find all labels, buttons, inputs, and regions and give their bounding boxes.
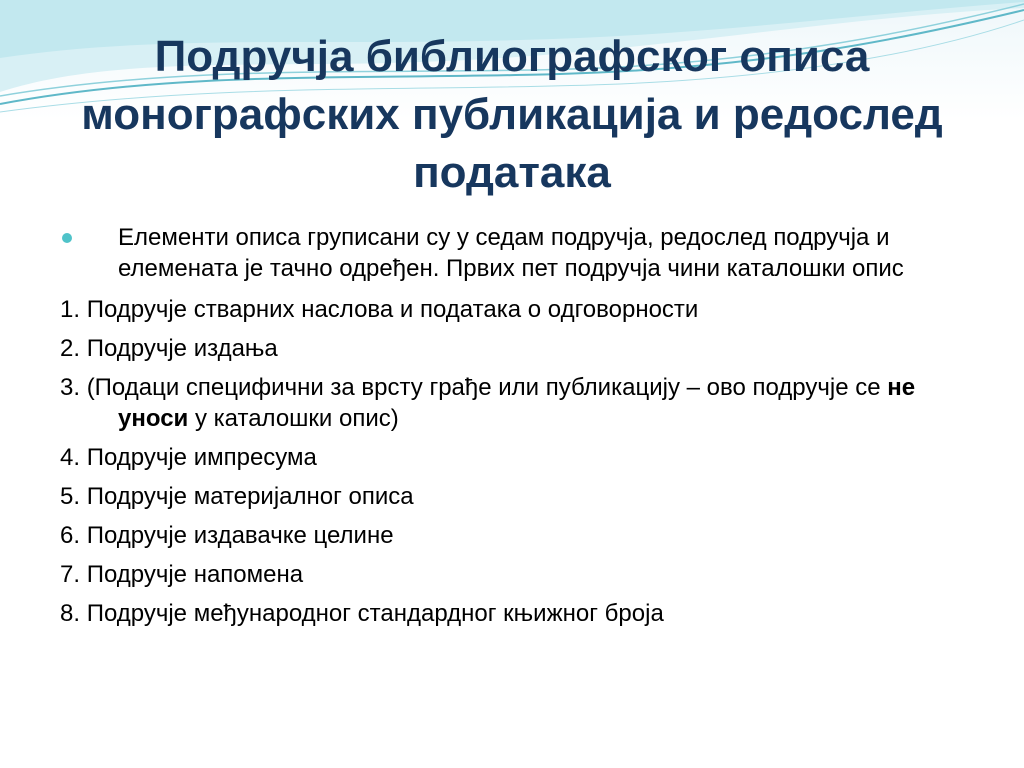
list-item-text: Подручје напомена: [86, 561, 304, 588]
list-item-text: Подручје материјалног описа: [86, 483, 414, 510]
list-item: [60, 559, 960, 590]
list-item: [60, 294, 960, 325]
list-item-number: 4.: [60, 444, 87, 471]
list-item-number: 7.: [60, 561, 87, 588]
list-item: [60, 333, 960, 364]
list-item-number: 3.: [60, 374, 87, 401]
list-item-number: 5.: [60, 483, 87, 510]
list-item-number: 8.: [60, 600, 87, 627]
list-item-emphasis: не уноси: [118, 374, 916, 432]
list-item: [60, 481, 960, 512]
list-item-text: Подручје импресума: [86, 444, 317, 471]
list-item-text: Подручје издавачке целине: [86, 522, 394, 549]
round-bullet-icon: [62, 233, 72, 243]
slide-body: [60, 222, 960, 637]
list-item-text: Подручје стварних наслова и података о одговорности: [86, 296, 699, 323]
list-item-text: Подручје међународног стандардног књижног броја: [86, 600, 664, 627]
list-item-number: 1.: [60, 296, 87, 323]
list-item: [60, 372, 960, 434]
slide-title: Подручја библиографског описа монографских публикација и редослед података: [81, 32, 943, 197]
list-item-text-after: у каталошки опис): [188, 405, 399, 432]
list-item-text: Подручје издања: [86, 335, 278, 362]
list-item-number: 6.: [60, 522, 87, 549]
list-item-number: 2.: [60, 335, 87, 362]
intro-bullet: [60, 222, 960, 284]
list-item-text-before: (Подаци специфични за врсту грађе или публикацију – ово подручје се: [86, 374, 888, 401]
intro-text: Елементи описа груписани су у седам подручја, редослед подручја и елемената је тачно одређен. Првих пет подручја чини каталошки опис: [118, 224, 904, 282]
list-item: [60, 442, 960, 473]
list-item: [60, 520, 960, 551]
list-item: [60, 598, 960, 629]
